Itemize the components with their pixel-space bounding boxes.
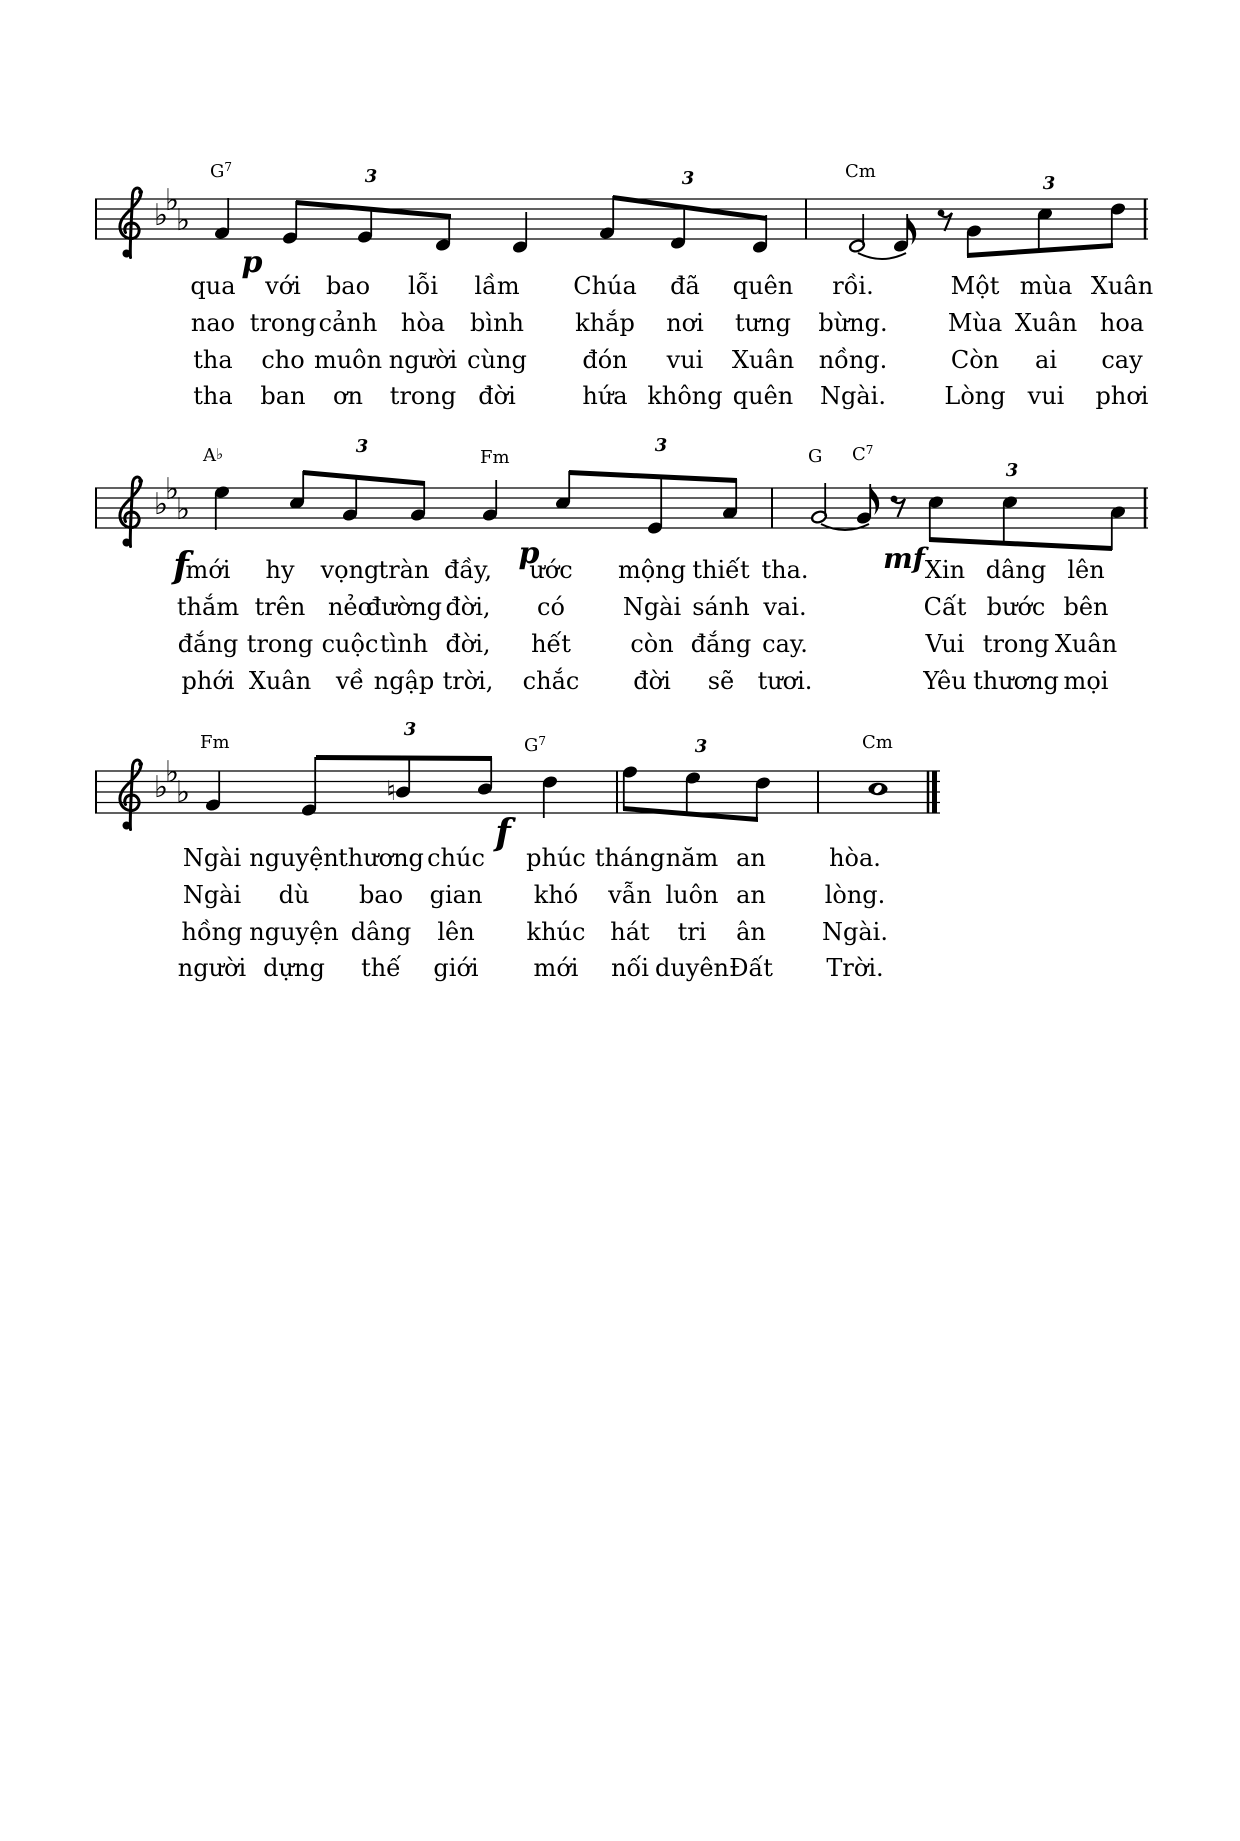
lyric-word: cay [1101,346,1143,374]
triplet-number: 3 [355,436,369,457]
lyric-word: đời, [445,593,491,621]
lyric-word: nao [190,309,236,337]
lyric-word: còn [630,630,674,658]
beam [316,755,492,761]
barline [616,771,618,813]
end-barline [927,771,930,813]
note [721,479,738,520]
chord-symbol: $C^7$ [852,443,874,465]
lyric-word: tri [677,918,707,946]
dynamic-marking: f [173,545,189,587]
eighth-rest [938,210,952,231]
lyric-word: trong [246,630,314,658]
lyric-word: ban [260,382,306,410]
staff-system-3 [95,755,940,830]
lyric-word: ngập [373,667,435,695]
lyric-word: nguyện [249,844,339,872]
triplet-number: 3 [1005,460,1019,481]
chord-symbol: Fm [480,447,510,468]
lyric-word: qua [190,272,236,300]
lyric-word: Trời. [826,954,884,982]
lyric-word: trong [982,630,1050,658]
lyric-word: Xuân [1090,272,1154,300]
lyric-word: hy [265,556,295,584]
note [598,196,615,240]
chord-symbol: Cm [845,161,876,182]
lyric-word: Xuân [1014,309,1078,337]
flat-sign: ♭ [175,492,191,527]
lyric-word: đầy, [443,556,493,584]
lyric-word: nguyện [249,918,339,946]
lyric-word: thế [361,954,401,982]
lyric-word: phúc [526,844,586,872]
lyric-word: hết [531,630,571,658]
lyric-word: đắng [690,630,752,658]
lyric-word: sẽ [707,667,735,695]
chord-symbol: Cm [862,732,893,753]
chord-extension: 7 [538,734,547,748]
lyric-word: hòa. [829,844,881,872]
barline [95,771,97,813]
dynamic-marking: f [495,812,511,854]
lyric-word: Đất [729,954,773,982]
lyric-word: nẻo [327,593,373,621]
lyric-word: thắm [176,593,240,621]
lyric-word: bên [1063,593,1109,621]
lyric-word: người [177,954,247,982]
chord-extension: 7 [224,160,233,174]
lyric-word: muôn [313,346,383,374]
lyric-word: không [647,382,723,410]
triplet-number: 3 [403,719,417,740]
lyric-word: quên [732,272,794,300]
lyric-word: Yêu [923,667,967,695]
lyric-word: tha [193,346,233,374]
lyric-word: Xuân [248,667,312,695]
lyric-word: có [537,593,565,621]
lyric-word: nơi [666,309,704,337]
note [621,765,638,810]
note [300,757,317,817]
lyric-word: trời, [442,667,494,695]
eighth-rest [891,496,905,517]
lyric-word: Còn [950,346,1000,374]
note [646,475,663,535]
half-note [810,483,827,524]
note [434,214,451,252]
lyric-word: với [265,272,301,300]
note [288,471,305,510]
lyric-word: nồng. [818,346,888,374]
lyric-word: duyên [654,954,730,982]
lyric-word: vui [666,346,704,374]
chord-symbol: $G^7$ [210,160,233,182]
lyric-word: mùa [1019,272,1073,300]
flat-sign: ♭ [153,487,169,522]
lyric-word: cùng [467,346,527,374]
tie [821,524,869,530]
lyric-word: Xuân [1054,630,1118,658]
flat-sign: ♭ [164,183,180,218]
barline [95,488,97,528]
chord-symbol: A♭ [203,445,224,466]
lyric-word: vai. [763,593,807,621]
lyric-word: khúc [526,918,586,946]
lyric-word: tưng [735,309,791,337]
lyric-word: vui [1027,382,1065,410]
note [213,485,230,530]
lyric-word: dựng [263,954,325,982]
dynamic-marking: p [518,536,540,571]
chord-symbol: Fm [200,732,230,753]
dynamic-marking: p [241,245,263,280]
lyric-word: chúc [427,844,485,872]
lyric-word: Lòng [944,382,1006,410]
lyric-word: bao [325,272,371,300]
note [481,480,498,522]
whole-note [869,783,888,795]
lyric-word: khắp [575,309,635,337]
beam [303,470,425,486]
lyric-word: cay. [762,630,808,658]
lyric-word: an [736,844,766,872]
lyric-word: tháng [594,844,666,872]
note [394,758,411,799]
lyric-word: cảnh [318,309,378,337]
lyric-word: ai [1035,346,1057,374]
lyric-word: tràn [378,556,430,584]
lyric-word: rồi. [832,272,874,300]
lyric-word: tha [193,382,233,410]
staff-system-2 [95,470,1148,551]
lyric-word: dâng [350,918,412,946]
half-note [848,214,865,253]
lyric-word: dâng [985,556,1047,584]
note [1001,495,1018,545]
lyric-word: về [335,667,365,695]
lyric-word: sánh [692,593,750,621]
lyric-word: bình [470,309,524,337]
lyric-word: lầm [474,272,520,300]
lyric-word: phơi [1095,382,1149,410]
lyric-word: hòa [400,309,446,337]
beam [967,243,1113,258]
note [751,215,768,254]
beam [569,470,737,483]
lyric-word: Cất [923,593,967,621]
lyric-word: ước [529,556,573,584]
natural-sign: ♮ [386,776,396,807]
lyric-word: lên [1067,556,1105,584]
lyric-word: phới [181,667,235,695]
lyric-word: Xuân [731,346,795,374]
flat-sign: ♭ [175,775,191,810]
lyric-word: mới [533,954,579,982]
lyric-word: Xin [924,556,966,584]
lyric-word: thương [338,844,424,872]
note [754,776,771,818]
lyric-word: đường [365,593,443,621]
note [476,758,493,796]
lyric-word: khó [533,881,579,909]
lyric-word: hứa [582,382,628,410]
flat-sign: ♭ [164,755,180,790]
lyric-word: lỗi [407,272,439,300]
lyric-word: giới [433,954,479,982]
lyric-word: trên [254,593,306,621]
note [281,201,298,245]
triplet-number: 3 [1042,173,1056,194]
lyric-word: Ngài [182,881,242,909]
barline [771,488,773,528]
end-barline [1144,199,1147,239]
lyric-word: lên [437,918,475,946]
beam [623,806,758,822]
note [855,484,879,525]
note [1109,505,1126,550]
note [892,214,916,253]
chord-symbol: $G^7$ [524,734,547,756]
lyric-word: Vui [925,630,965,658]
lyric-word: cuộc [321,630,379,658]
end-barline [932,771,937,813]
lyric-word: đời, [445,630,491,658]
lyric-word: nối [611,954,649,982]
lyric-word: dù [278,881,310,909]
lyric-word: hồng [181,918,243,946]
lyric-word: người [388,346,458,374]
lyric-word: Chúa [573,272,637,300]
lyric-word: bao [358,881,404,909]
note [554,471,571,510]
lyric-word: mọi [1063,667,1109,695]
lyric-word: vẫn [608,881,652,909]
note [341,475,358,522]
beam [929,537,1112,551]
triplet-number: 3 [364,166,378,187]
lyric-word: đời [478,382,516,410]
lyric-word: Ngài [182,844,242,872]
lyric-word: thiết [692,556,750,584]
chord-extension: 7 [865,443,874,457]
triplet-number: 3 [681,168,695,189]
lyric-word: ơn [333,382,363,410]
lyric-word: trong [249,309,317,337]
triplet-number: 3 [654,435,668,456]
lyric-word: an [736,881,766,909]
note [541,775,558,818]
lyric-word: cho [261,346,305,374]
lyric-word: Ngài. [820,382,886,410]
barline [95,199,97,239]
lyric-word: bừng. [818,309,888,337]
flat-sign: ♭ [164,472,180,507]
lyric-word: hát [610,918,650,946]
lyric-word: năm [665,844,719,872]
lyric-word: Ngài. [822,918,888,946]
lyric-word: gian [429,881,483,909]
lyric-word: Một [950,272,1000,300]
lyric-word: tươi. [757,667,813,695]
lyric-word: mới [185,556,231,584]
triplet-number: 3 [694,736,708,757]
barline [817,771,819,813]
flat-sign: ♭ [175,203,191,238]
lyric-word: Mùa [947,309,1003,337]
lyric-word: thương [973,667,1059,695]
flat-sign: ♭ [216,445,224,463]
end-barline [1144,488,1147,528]
flat-sign: ♭ [153,770,169,805]
lyric-word: mộng [617,556,687,584]
lyric-word: vọng [320,556,380,584]
lyric-word: quên [732,382,794,410]
lyric-word: lòng. [824,881,886,909]
barline [805,199,807,239]
lyric-word: Ngài [622,593,682,621]
lyric-word: đón [582,346,628,374]
tie [858,253,906,259]
lyric-word: chắc [522,667,580,695]
chord-symbol: G [808,446,823,467]
lyric-word: đời [633,667,671,695]
lyric-word: đã [670,272,700,300]
dynamic-marking: mf [883,542,925,575]
lyric-word: luôn [665,881,719,909]
lyric-word: ân [736,918,766,946]
lyric-word: đắng [177,630,239,658]
note [409,481,426,522]
note [669,205,686,250]
lyric-word: tình [379,630,429,658]
lyric-word: hoa [1099,309,1145,337]
lyric-word: tha. [761,556,809,584]
flat-sign: ♭ [153,198,169,233]
lyric-word: trong [389,382,457,410]
lyric-word: bước [986,593,1046,621]
